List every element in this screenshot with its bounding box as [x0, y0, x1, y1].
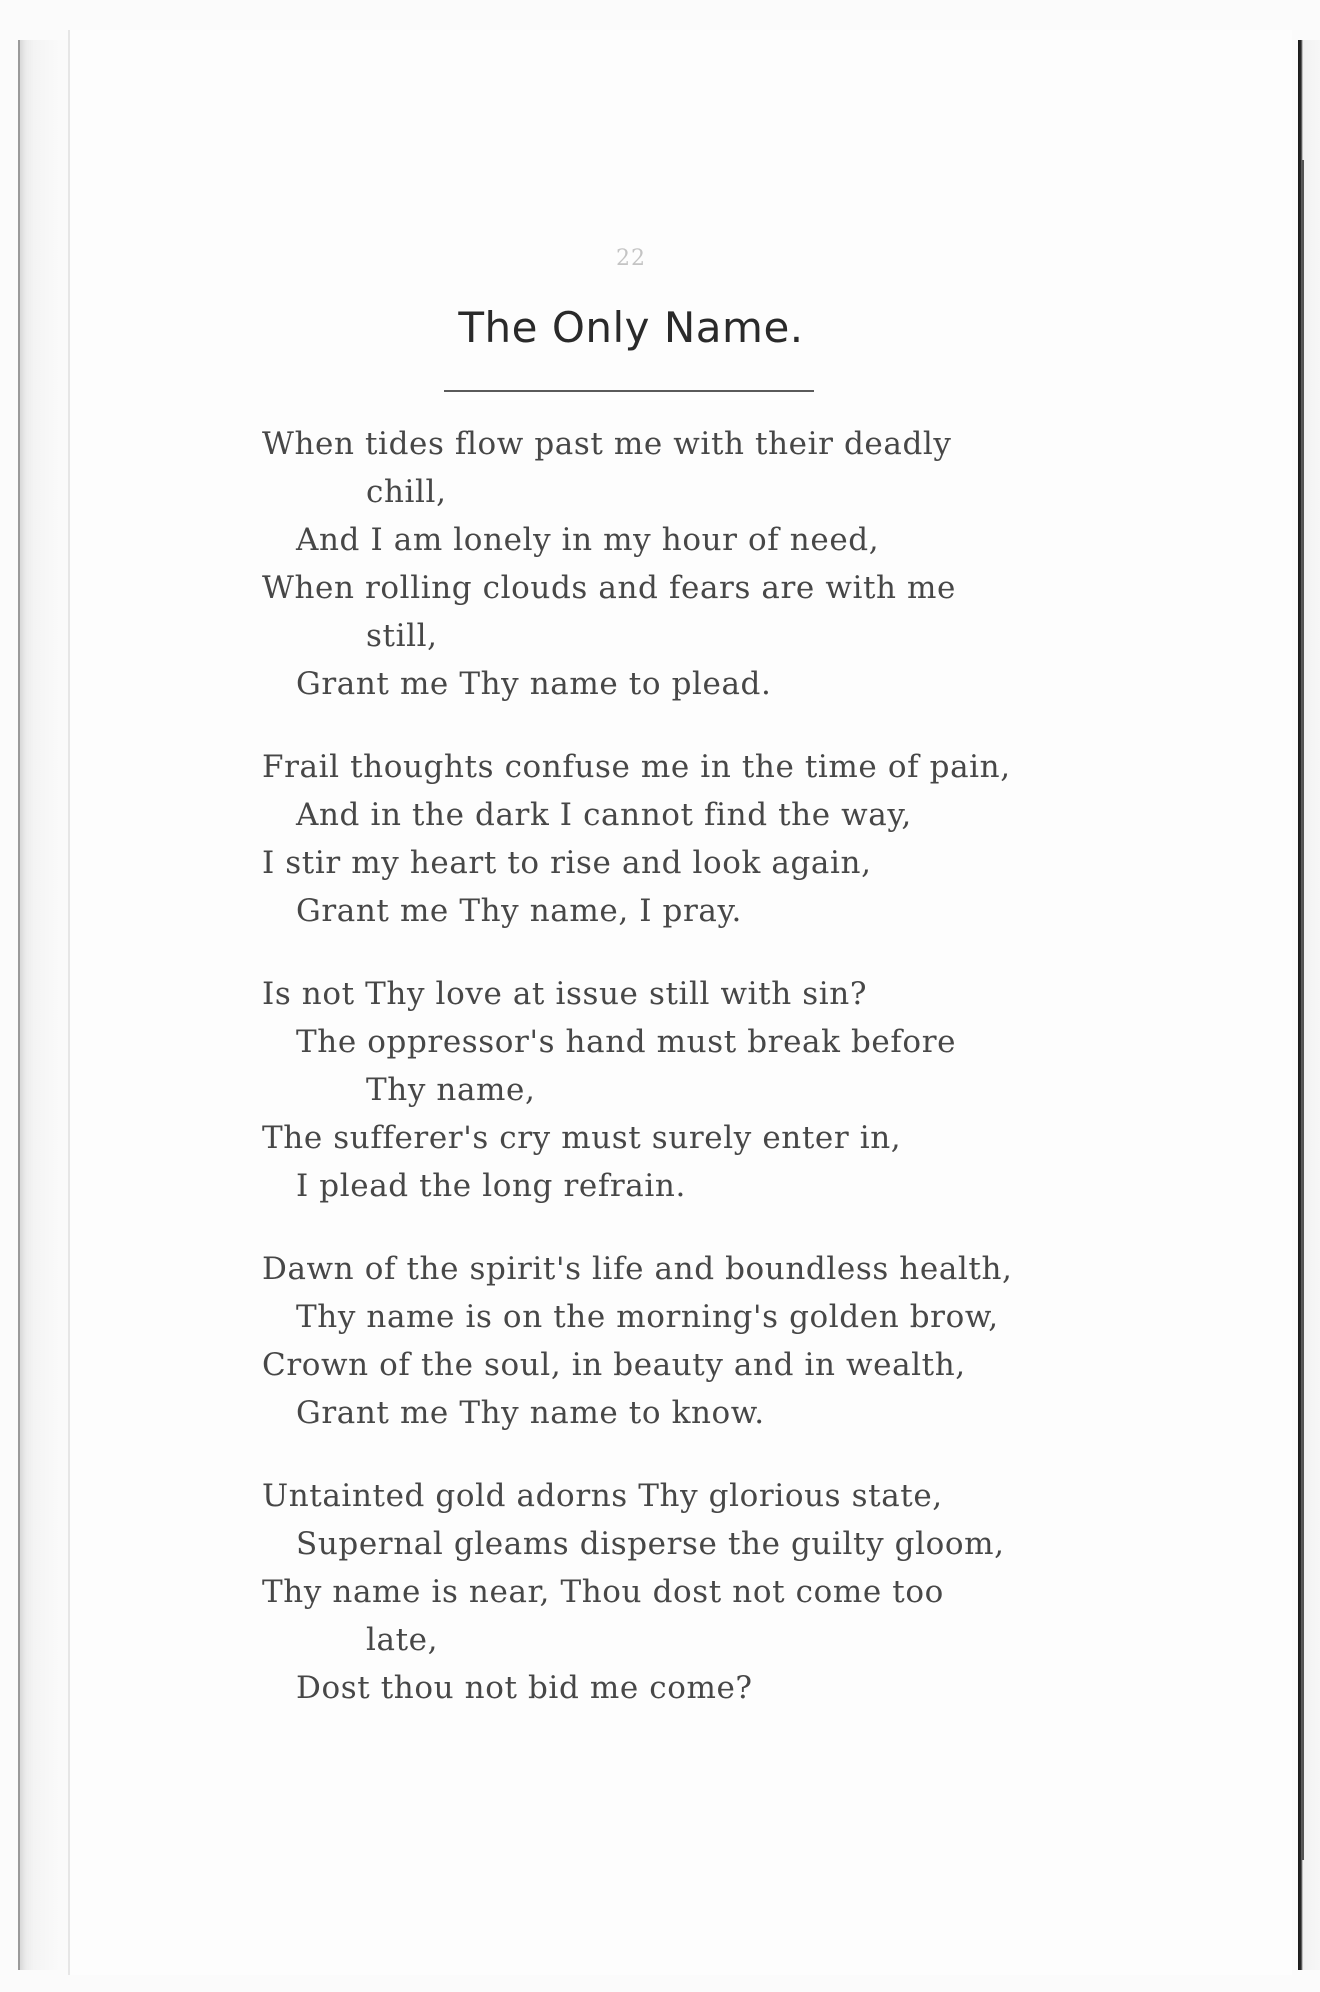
poem-line: Grant me Thy name, I pray. — [296, 893, 742, 929]
page-number: 22 — [616, 246, 646, 271]
poem-line: And in the dark I cannot find the way, — [296, 797, 912, 833]
stanza-1 — [262, 420, 1002, 708]
poem-line: Grant me Thy name to plead. — [296, 666, 772, 702]
stanza-3 — [262, 970, 1002, 1210]
poem-line: Frail thoughts confuse me in the time of pain, — [262, 749, 1011, 785]
poem-line: Crown of the soul, in beauty and in wealth, — [262, 1347, 966, 1383]
poem-line: The oppressor's hand must break before — [296, 1024, 957, 1060]
poem-line: Thy name is on the morning's golden brow, — [296, 1299, 999, 1335]
poem-line: Thy name, — [366, 1072, 536, 1108]
poem-line: late, — [366, 1622, 439, 1658]
stanza-4 — [262, 1245, 1013, 1437]
poem-line: Thy name is near, Thou dost not come too — [262, 1574, 944, 1610]
poem-title: The Only Name. — [458, 303, 804, 352]
poem-line: Dost thou not bid me come? — [296, 1670, 753, 1706]
poem-line: Grant me Thy name to know. — [296, 1395, 765, 1431]
poem-line: chill, — [366, 474, 447, 510]
poem-line: When tides flow past me with their deadly — [262, 426, 952, 462]
poem-line: And I am lonely in my hour of need, — [296, 522, 880, 558]
stanza-5 — [262, 1472, 1005, 1712]
facing-page-rule — [1302, 160, 1304, 1860]
poem-line: Untainted gold adorns Thy glorious state, — [262, 1478, 943, 1514]
poem-line: Dawn of the spirit's life and boundless health, — [262, 1251, 1013, 1287]
poem-line: I plead the long refrain. — [296, 1168, 686, 1204]
poem-line: I stir my heart to rise and look again, — [262, 845, 872, 881]
poem-body — [262, 420, 1013, 1712]
poem-line: The sufferer's cry must surely enter in, — [262, 1120, 902, 1156]
stanza-2 — [262, 743, 1011, 935]
poem-line: When rolling clouds and fears are with me — [262, 570, 956, 606]
title-divider — [444, 390, 814, 392]
poem-line: still, — [366, 618, 438, 654]
poem-line: Is not Thy love at issue still with sin? — [262, 976, 868, 1012]
poem-line: Supernal gleams disperse the guilty gloom, — [296, 1526, 1005, 1562]
